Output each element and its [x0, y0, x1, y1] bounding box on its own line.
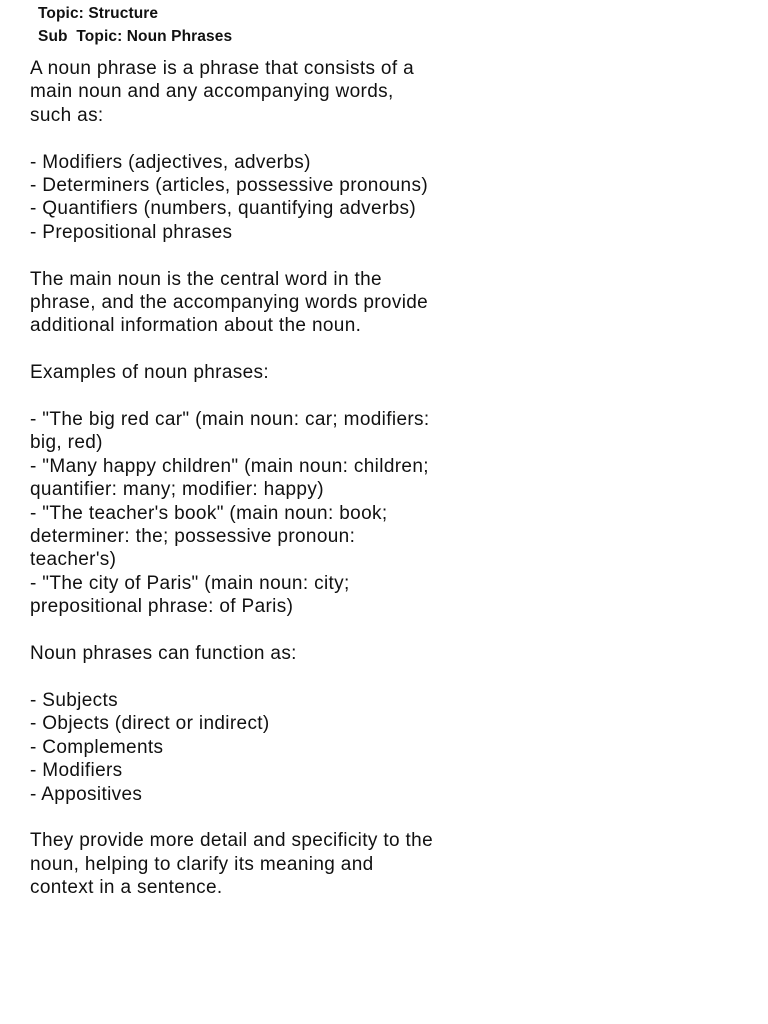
list-item: - Appositives: [30, 783, 143, 805]
spacer: [30, 244, 730, 267]
paragraph-line: context in a sentence.: [30, 877, 223, 899]
spacer: [30, 127, 730, 150]
paragraph-line: A noun phrase is a phrase that consists of a: [30, 58, 415, 79]
list-item: - Determiners (articles, possessive pronouns): [30, 175, 428, 197]
list-item: - "The big red car" (main noun: car; modifiers:: [30, 409, 430, 431]
list-item: - Quantifiers (numbers, quantifying adverbs): [30, 198, 417, 220]
list-item: - "The city of Paris" (main noun: city;: [30, 572, 350, 594]
document-body: [30, 57, 730, 900]
list-item: - Objects (direct or indirect): [30, 713, 270, 735]
paragraph-line: They provide more detail and specificity to the: [30, 830, 433, 852]
spacer: [30, 385, 730, 408]
paragraph-line: phrase, and the accompanying words provide: [30, 292, 429, 314]
paragraph-line: main noun and any accompanying words,: [30, 81, 394, 103]
intro-paragraph: [30, 57, 730, 127]
list-item: big, red): [30, 432, 103, 454]
spacer: [30, 665, 730, 688]
list-item: - Subjects: [30, 689, 118, 711]
subtopic-title: Sub Topic: Noun Phrases: [38, 28, 233, 46]
components-list: [30, 151, 730, 245]
main-noun-paragraph: [30, 268, 730, 338]
examples-list: [30, 408, 730, 619]
functions-heading: Noun phrases can function as:: [30, 643, 297, 665]
paragraph-line: additional information about the noun.: [30, 315, 362, 337]
list-item: prepositional phrase: of Paris): [30, 596, 294, 618]
spacer: [30, 806, 730, 829]
list-item: - Modifiers (adjectives, adverbs): [30, 151, 311, 173]
list-item: determiner: the; possessive pronoun:: [30, 526, 356, 548]
list-item: - Prepositional phrases: [30, 221, 233, 243]
paragraph-line: noun, helping to clarify its meaning and: [30, 853, 374, 875]
list-item: - "Many happy children" (main noun: children;: [30, 455, 429, 477]
document-header: [38, 4, 232, 51]
list-item: - Modifiers: [30, 760, 123, 782]
conclusion-paragraph: [30, 829, 730, 899]
spacer: [30, 338, 730, 361]
list-item: teacher's): [30, 549, 117, 571]
examples-heading: Examples of noun phrases:: [30, 362, 269, 384]
topic-title: Topic: Structure: [38, 5, 159, 22]
paragraph-line: The main noun is the central word in the: [30, 268, 382, 290]
functions-list: [30, 689, 730, 806]
spacer: [30, 619, 730, 642]
paragraph-line: such as:: [30, 104, 104, 126]
list-item: - Complements: [30, 736, 164, 758]
list-item: - "The teacher's book" (main noun: book;: [30, 502, 388, 524]
list-item: quantifier: many; modifier: happy): [30, 479, 324, 501]
